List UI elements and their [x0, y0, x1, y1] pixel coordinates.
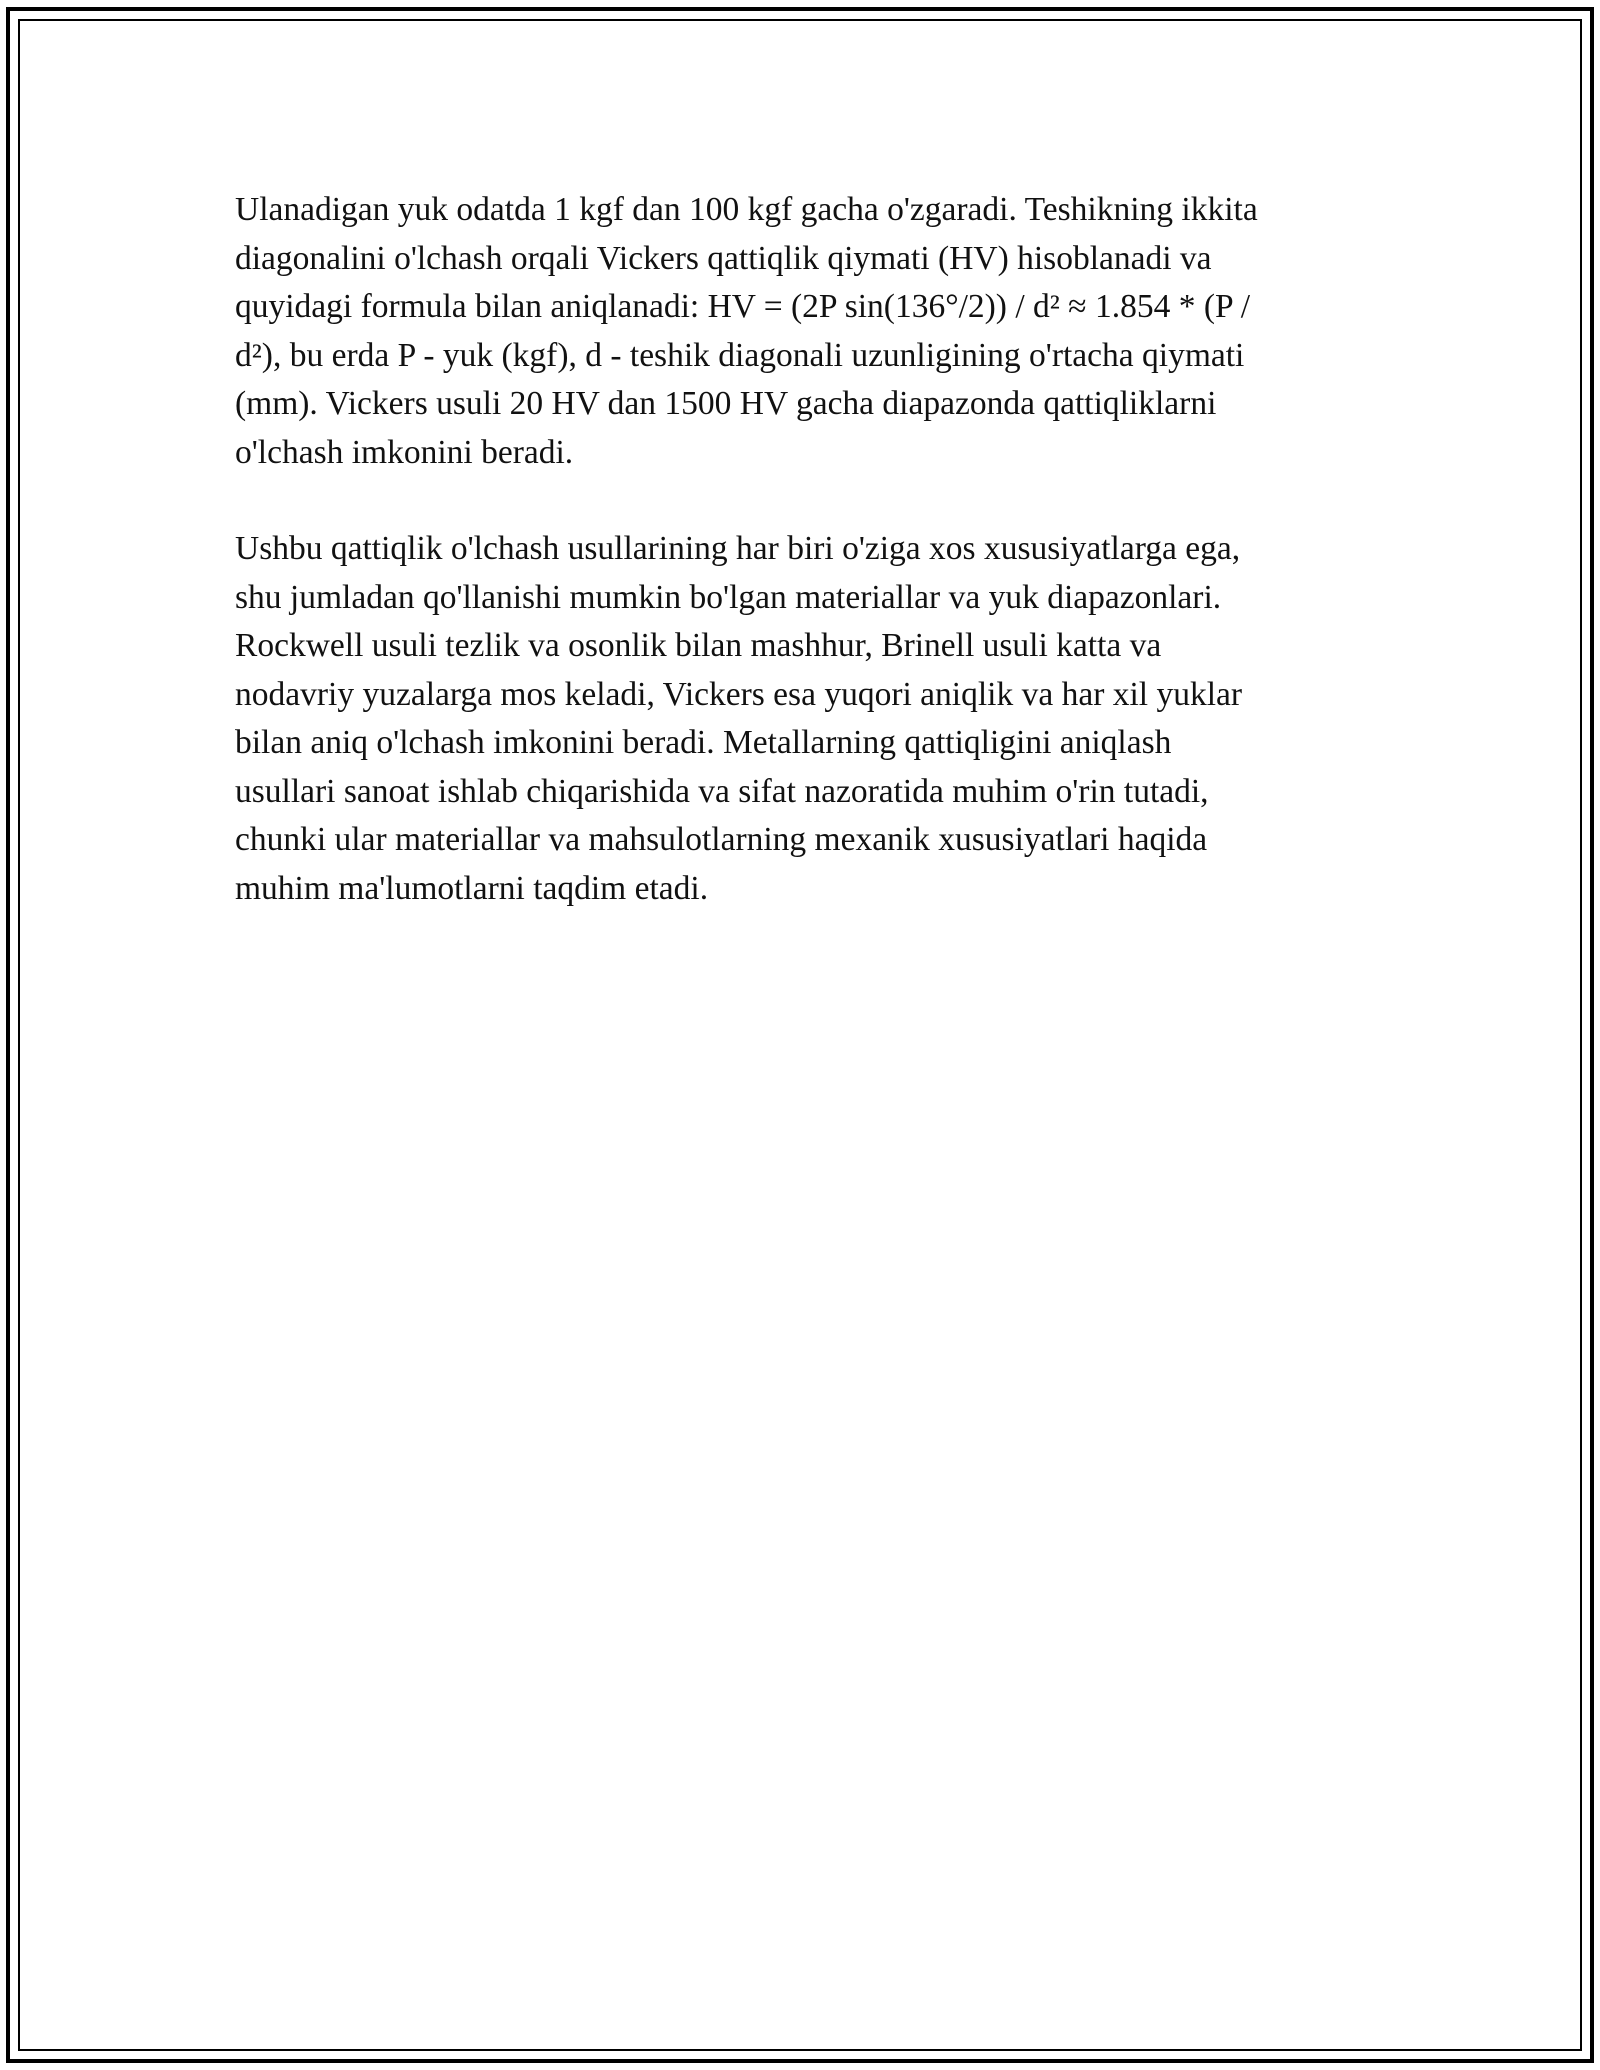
text-line: d²), bu erda P - yuk (kgf), d - teshik diagonali uzunligining o'rtacha qiymati: [235, 336, 1245, 374]
text-line: Ulanadigan yuk odatda 1 kgf dan 100 kgf gacha o'zgaradi. Teshikning ikkita: [235, 191, 1258, 228]
text-line: chunki ular materiallar va mahsulotlarning mexanik xususiyatlari haqida: [235, 821, 1208, 858]
document-body: [235, 186, 1375, 961]
text-line: diagonalini o'lchash orqali Vickers qattiqlik qiymati (HV) hisoblanadi va: [235, 239, 1212, 277]
text-line: bilan aniq o'lchash imkonini beradi. Metallarning qattiqligini aniqlash: [235, 724, 1172, 761]
text-line: Ushbu qattiqlik o'lchash usullarining har biri o'ziga xos xususiyatlarga ega,: [235, 530, 1241, 567]
text-line: o'lchash imkonini beradi.: [235, 433, 574, 471]
paragraph-vickers-formula: [235, 186, 1375, 477]
text-line: muhim ma'lumotlarni taqdim etadi.: [235, 869, 709, 907]
text-line: Rockwell usuli tezlik va osonlik bilan mashhur, Brinell usuli katta va: [235, 627, 1162, 664]
text-line: nodavriy yuzalarga mos keladi, Vickers esa yuqori aniqlik va har xil yuklar: [235, 675, 1243, 713]
text-line: (mm). Vickers usuli 20 HV dan 1500 HV gacha diapazonda qattiqliklarni: [235, 385, 1217, 422]
text-line: quyidagi formula bilan aniqlanadi: HV = (2P sin(136°/2)) / d² ≈ 1.854 * (P /: [235, 288, 1251, 325]
text-line: shu jumladan qo'llanishi mumkin bo'lgan materiallar va yuk diapazonlari.: [235, 578, 1222, 616]
paragraph-methods-summary: [235, 525, 1375, 913]
text-line: usullari sanoat ishlab chiqarishida va sifat nazoratida muhim o'rin tutadi,: [235, 772, 1209, 810]
